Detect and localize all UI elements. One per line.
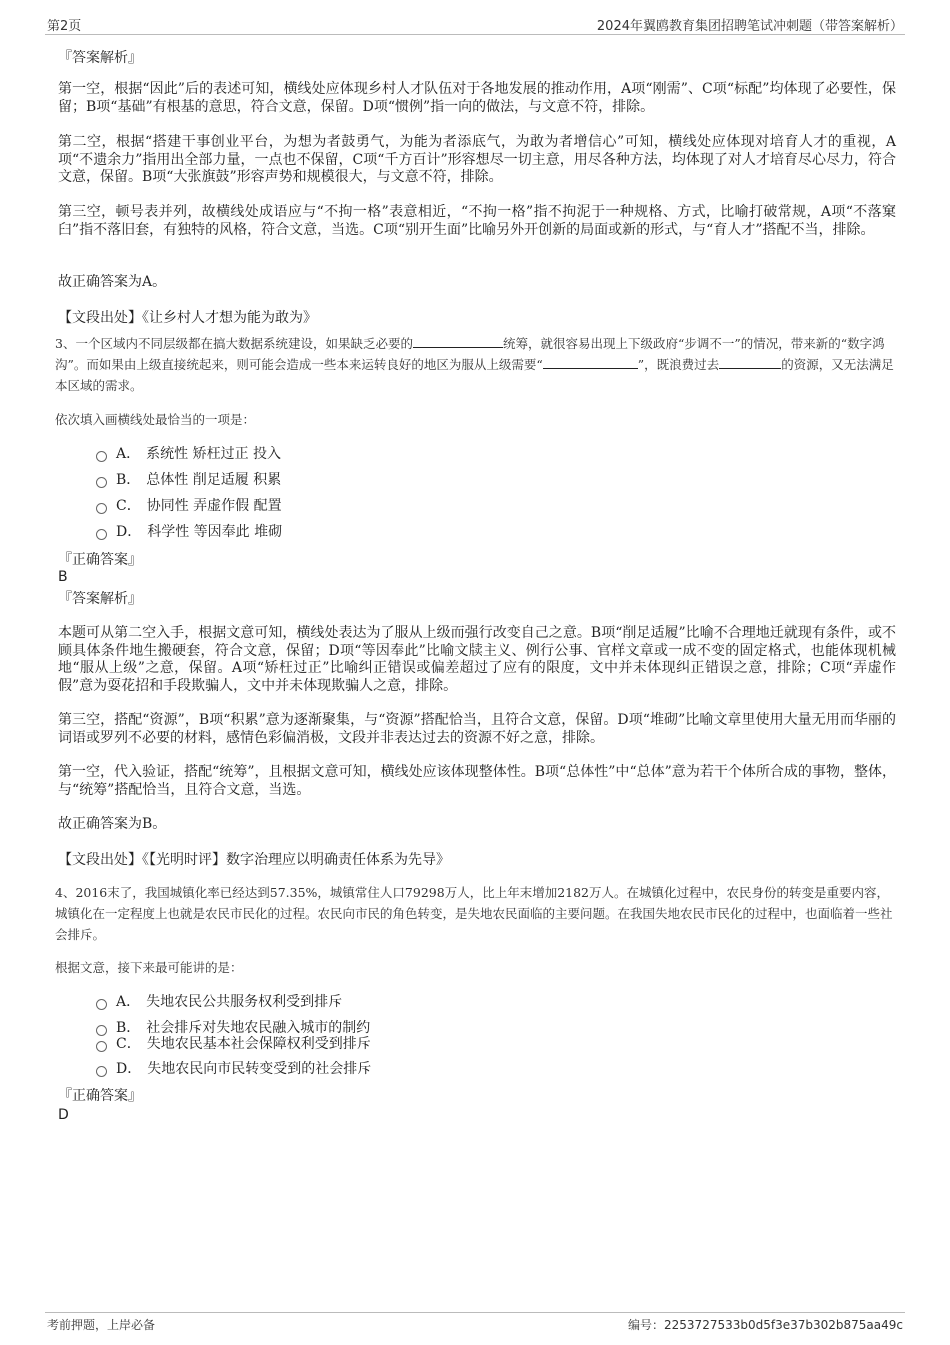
option-b[interactable]: B． 社会排斥对失地农民融入城市的制约 — [96, 1019, 370, 1037]
radio-icon[interactable] — [96, 1066, 107, 1077]
radio-icon[interactable] — [96, 503, 107, 514]
answer-conclusion: 故正确答案为A。 — [58, 274, 167, 290]
passage-source: 【文段出处】《让乡村人才想为能为敢为》 — [58, 310, 317, 326]
correct-answer-label: 『正确答案』 — [58, 1088, 142, 1104]
question-prompt: 根据文意，接下来最可能讲的是： — [55, 960, 243, 975]
correct-answer-label: 『正确答案』 — [58, 552, 142, 568]
fill-blank[interactable] — [719, 356, 781, 369]
correct-answer: D — [58, 1107, 69, 1123]
option-c[interactable]: C． 协同性 弄虚作假 配置 — [96, 497, 282, 515]
footer-slogan: 考前押题，上岸必备 — [47, 1318, 156, 1332]
radio-icon[interactable] — [96, 1041, 107, 1052]
fill-blank[interactable] — [413, 335, 503, 348]
document-id: 编号：2253727533b0d5f3e37b302b875aa49c — [628, 1318, 903, 1332]
option-c[interactable]: C． 失地农民基本社会保障权利受到排斥 — [96, 1035, 371, 1053]
passage-source: 【文段出处】《【光明时评】数字治理应以明确责任体系为先导》 — [58, 852, 450, 868]
question-stem: 3、一个区域内不同层级都在搞大数据系统建设，如果缺乏必要的 统筹，就很容易出现上下级政府“步调不一”的情况，带来新的“数字鸿沟”。而如果由上级直接统起来，则可能会造成一些本来运转良好的地区为服从上级需要“ ”，既浪费过去 的资源，又无法满足本区域的需求。 — [55, 336, 894, 393]
analysis-paragraph: 本题可从第二空入手，根据文意可知，横线处表达为了服从上级而强行改变自己之意。B项“削足适履”比喻不合理地迁就现有条件，或不顾具体条件地生搬硬套，符合文意，保留；D项“等因奉此”比喻文牍主义、例行公事、官样文章或一成不变的固定格式，也能体现机械地“服从上级”之意，保留。A项“矫枉过正”比喻纠正错误或偏差超过了应有的限度，文中并未体现纠正错误之意，排除；C项“弄虚作假”意为耍花招和手段欺骗人，文中并未体现欺骗人之意，排除。 — [58, 625, 896, 694]
page-number: 第2页 — [47, 19, 82, 34]
analysis-label: 『答案解析』 — [58, 50, 142, 66]
analysis-paragraph: 第一空，代入验证，搭配“统筹”，且根据文意可知，横线处应该体现整体性。B项“总体性”中“总体”意为若干个体所合成的事物，整体，与“统筹”搭配恰当，且符合文意，当选。 — [58, 764, 896, 798]
option-d[interactable]: D． 科学性 等因奉此 堆砌 — [96, 523, 282, 541]
question-stem: 4、2016末了，我国城镇化率已经达到57.35%，城镇常住人口79298万人，比上年末增加2182万人。在城镇化过程中，农民身份的转变是重要内容，城镇化在一定程度上也就是农民市民化的过程。农民向市民的角色转变，是失地农民面临的主要问题。在我国失地农民市民化的过程中，也面临着一些社会排斥。 — [55, 885, 893, 942]
radio-icon[interactable] — [96, 529, 107, 540]
option-a[interactable]: A． 系统性 矫枉过正 投入 — [96, 445, 281, 463]
page-footer — [45, 1312, 905, 1333]
question-prompt: 依次填入画横线处最恰当的一项是： — [55, 412, 256, 427]
radio-icon[interactable] — [96, 1025, 107, 1036]
option-d[interactable]: D． 失地农民向市民转变受到的社会排斥 — [96, 1060, 371, 1078]
radio-icon[interactable] — [96, 999, 107, 1010]
answer-conclusion: 故正确答案为B。 — [58, 816, 167, 832]
analysis-label: 『答案解析』 — [58, 591, 142, 607]
radio-icon[interactable] — [96, 451, 107, 462]
page-header — [45, 14, 905, 35]
document-title: 2024年翼鸥教育集团招聘笔试冲刺题（带答案解析） — [596, 19, 903, 34]
analysis-paragraph: 第一空，根据“因此”后的表述可知，横线处应体现乡村人才队伍对于各地发展的推动作用，A项“刚需”、C项“标配”均体现了必要性，保留；B项“基础”有根基的意思，符合文意，保留。D项“惯例”指一向的做法，与文意不符，排除。 — [58, 81, 896, 115]
analysis-paragraph: 第三空，搭配“资源”，B项“积累”意为逐渐聚集，与“资源”搭配恰当，且符合文意，保留。D项“堆砌”比喻文章里使用大量无用而华丽的词语或罗列不必要的材料，感情色彩偏消极，文段并非表达过去的资源不好之意，排除。 — [58, 712, 896, 746]
option-a[interactable]: A． 失地农民公共服务权利受到排斥 — [96, 993, 342, 1011]
correct-answer: B — [58, 569, 68, 585]
analysis-paragraph: 第二空，根据“搭建干事创业平台，为想为者鼓勇气，为能为者添底气，为敢为者增信心”可知，横线处应体现对培育人才的重视，A项“不遗余力”指用出全部力量，一点也不保留，C项“千方百计”形容想尽一切主意，用尽各种方法，均体现了对人才培育尽心尽力，符合文意，保留。B项“大张旗鼓”形容声势和规模很大，与文意不符，排除。 — [58, 134, 896, 185]
analysis-paragraph: 第三空，顿号表并列，故横线处成语应与“不拘一格”表意相近，“不拘一格”指不拘泥于一种规格、方式，比喻打破常规，A项“不落窠臼”指不落旧套，有独特的风格，符合文意，当选。C项“别开生面”比喻另外开创新的局面或新的形式，与“育人才”搭配不当，排除。 — [58, 204, 896, 238]
radio-icon[interactable] — [96, 477, 107, 488]
fill-blank[interactable] — [543, 356, 638, 369]
option-b[interactable]: B． 总体性 削足适履 积累 — [96, 471, 281, 489]
